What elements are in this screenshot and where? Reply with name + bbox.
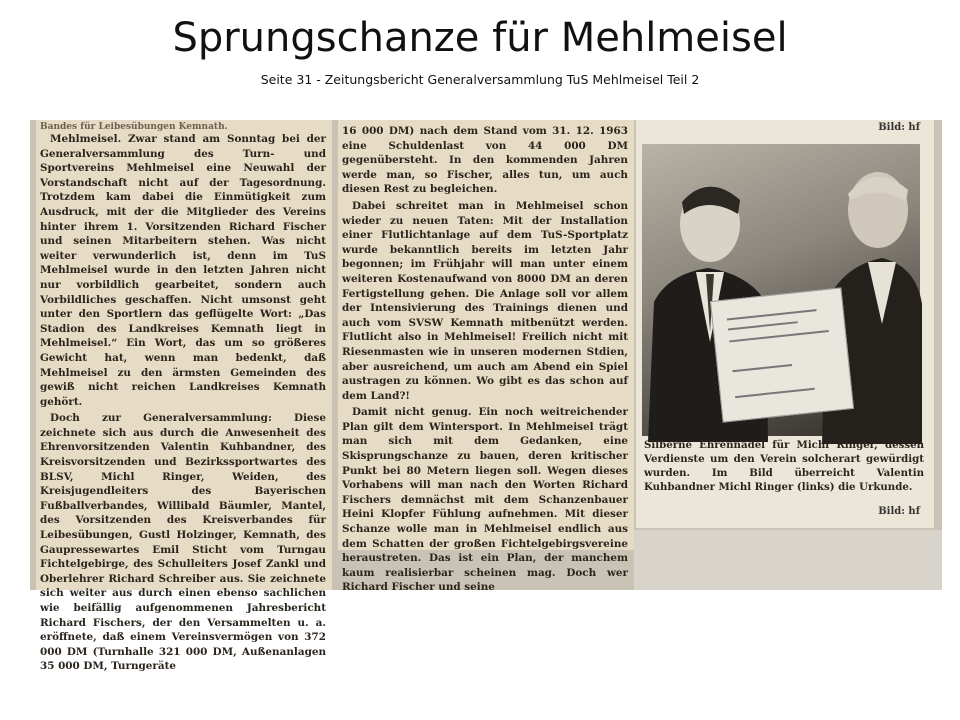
column-1-paragraph: Doch zur Generalversammlung: Diese zeichnete sich aus durch die Anwesenheit des Ehrenvorsitzenden Valentin Kuhbandner, des Kreisvorsitzenden und Bezirkssportwartes des BLSV, Michl Ringer, Weiden, des Kreisjugendleiters des Bayerischen Fußballverbandes, Willibald Bäumler, Mantel, des Vorsitzenden des Kreisverbandes für Leibesübungen, Gustl Holzinger, Kemnath, des Gaupressewartes Emil Sticht vom Turngau Fichtelgebirge, des Schulleiters Josef Zankl und Oberlehrer Richard Schreiber aus. Sie zeichnete sich weiter aus durch einen ebenso sachlichen wie beifällig aufgenommenen Jahresbericht Richard Fischers, der den Versammelten u. a. eröffnete, daß einem Vereinsvermögen von 372 000 DM (Turnhalle 321 000 DM, Außenanlagen 35 000 DM, Turngeräte	[40, 412, 326, 673]
background-paper	[634, 530, 942, 590]
photo-caption: Silberne Ehrennadel für Michl Ringer, dessen Verdienste um den Verein solcherart gewürdigt wurden. Im Bild überreicht Valentin Kuhbandner Michl Ringer (links) die Urkunde.	[644, 439, 924, 493]
slide-subtitle: Seite 31 - Zeitungsbericht Generalversammlung TuS Mehlmeisel Teil 2	[260, 72, 700, 87]
column-2-paragraph: Dabei schreitet man in Mehlmeisel schon wieder zu neuen Taten: Mit der Installation einer Flutlichtanlage auf dem TuS-Sportplatz wurde bekanntlich bereits im letzten Jahr begonnen; im Frühjahr will man unter einem weiteren Kostenaufwand von 8000 DM an deren Fertigstellung gehen. Die Anlage soll vor allem der Intensivierung des Trainings dienen und auch vom SVSW Kemnath mitbenützt werden. Flutlicht also in Mehlmeisel! Freilich nicht mit Riesenmasten wie in unseren modernen Stdien, aber ausreichend, um auch am Abend ein Spiel austragen zu können. Wo gibt es das schon auf dem Land?!	[342, 199, 628, 402]
article-column-2	[338, 120, 634, 594]
slide-title: Sprungschanze für Mehlmeisel	[172, 15, 788, 61]
column-1-paragraph: Mehlmeisel. Zwar stand am Sonntag bei der Generalversammlung des Turn- und Sportvereins Mehlmeisel eine Neuwahl der Vorstandschaft nicht auf der Tagesordnung. Trotzdem kam dabei die Einmütigkeit zum Ausdruck, mit der die Mitglieder des Vereins hinter ihrem 1. Vorsitzenden Richard Fischer und seinen Mitarbeitern stehen. Was nicht weiter verwunderlich ist, denn im TuS Mehlmeisel wurde in den letzten Jahren nicht nur vorbildlich gearbeitet, sondern auch Vorbildliches geschaffen. Nicht umsonst geht unter den Sportlern das geflügelte Wort: „Das Stadion des Landkreises Kemnath liegt in Mehlmeisel.“ Ein Wort, das um so größeres Gewicht hat, wenn man bedenkt, daß Mehlmeisel zu den ärmsten Gemeinden des gewiß nicht reichen Landkreises Kemnath gehört.	[40, 133, 326, 408]
article-column-1	[36, 120, 332, 673]
photo-credit-top: Bild: hf	[878, 122, 920, 133]
column-2-paragraph: Damit nicht genug. Ein noch weitreichender Plan gilt dem Wintersport. In Mehlmeisel trägt man sich mit dem Gedanken, eine Skisprungschanze zu bauen, deren kritischer Punkt bei 80 Metern liegen soll. Wegen dieses Vorhabens will man nach den Worten Richard Fischers demnächst mit dem Schanzenbauer Heini Klopfer Fühlung aufnehmen. Mit dieser Schanze wolle man in Mehlmeisel endlich aus dem Schatten der großen Fichtelgebirgsvereine heraustreten. Das ist ein Plan, der manchem kaum realisierbar scheinen mag. Doch wer Richard Fischer und seine	[342, 406, 628, 594]
column-2-paragraph: 16 000 DM) nach dem Stand vom 31. 12. 1963 eine Schuldenlast von 44 000 DM gegenübersteht. In den kommenden Jahren werde man, so Fischer, alles tun, um auch diesen Rest zu begleichen.	[342, 125, 628, 196]
certificate	[710, 287, 854, 422]
photo-credit-bottom: Bild: hf	[878, 506, 920, 517]
newspaper-scan	[30, 120, 942, 673]
photo-clipping	[636, 120, 934, 528]
award-photo	[642, 144, 920, 436]
column-1-header: Bandes für Leibesübungen Kemnath.	[40, 122, 228, 132]
